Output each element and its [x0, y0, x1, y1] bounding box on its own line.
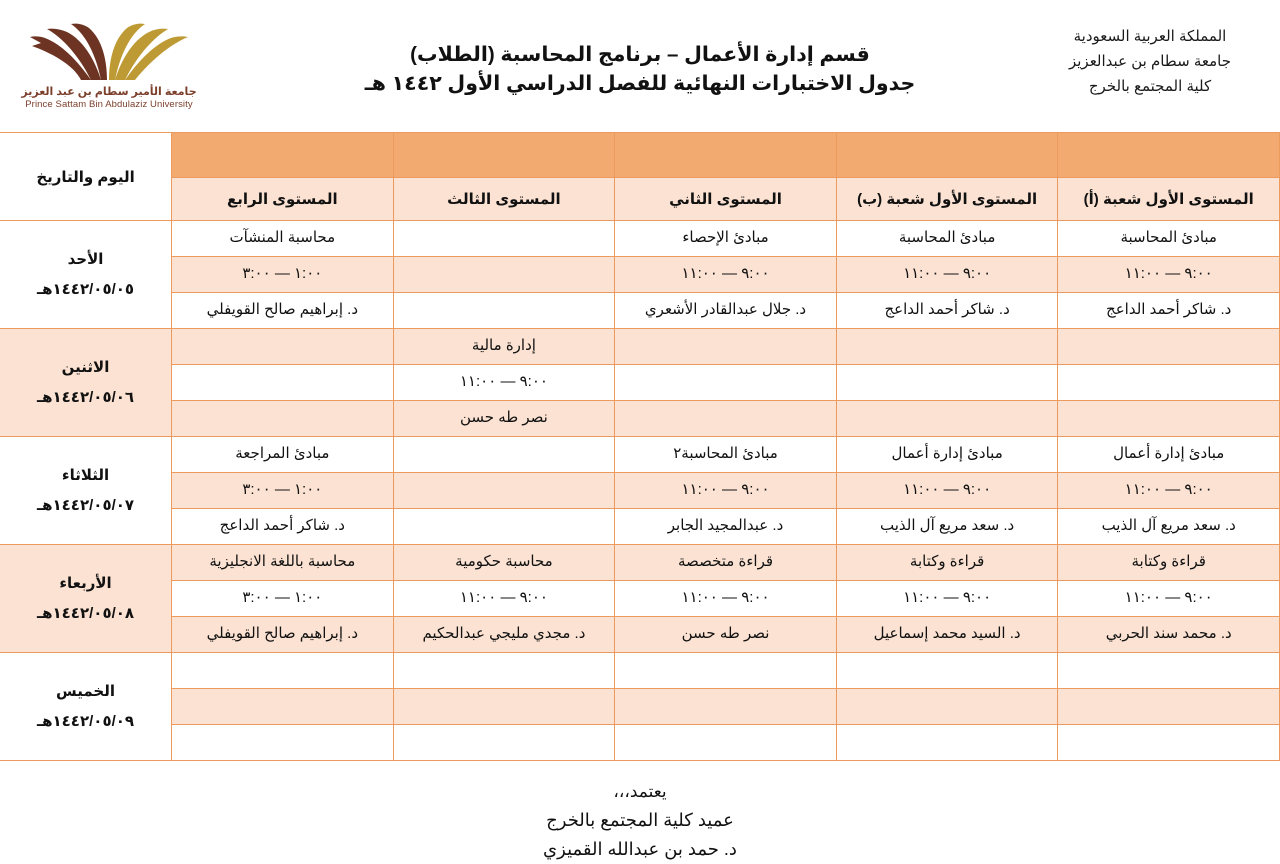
- course-cell: مبادئ المحاسبة: [1058, 221, 1280, 257]
- table-row: [0, 617, 1280, 653]
- band-cell: [615, 133, 837, 178]
- org-line-university: جامعة سطام بن عبدالعزيز: [1068, 53, 1232, 70]
- day-date: ١٤٤٢/٠٥/٠٧هـ: [36, 496, 135, 514]
- time-cell: ٩:٠٠ — ١١:٠٠: [1058, 581, 1280, 617]
- course-cell: [172, 329, 394, 365]
- instructor-cell: [393, 293, 615, 329]
- page-header: [0, 0, 1280, 132]
- time-cell: [172, 689, 394, 725]
- band-cell: [836, 133, 1058, 178]
- course-cell: محاسبة حكومية: [393, 545, 615, 581]
- time-cell: ٩:٠٠ — ١١:٠٠: [615, 257, 837, 293]
- instructor-cell: [393, 725, 615, 761]
- table-row: [0, 473, 1280, 509]
- footer-dean-title: عميد كلية المجتمع بالخرج: [546, 810, 734, 830]
- band-cell: [172, 133, 394, 178]
- day-name: الثلاثاء: [61, 466, 110, 484]
- time-cell: [836, 365, 1058, 401]
- course-cell: [393, 437, 615, 473]
- table-row: [0, 509, 1280, 545]
- table-row: [0, 689, 1280, 725]
- time-cell: ٩:٠٠ — ١١:٠٠: [836, 581, 1058, 617]
- time-cell: ٩:٠٠ — ١١:٠٠: [1058, 257, 1280, 293]
- level-header-row: [0, 178, 1280, 221]
- time-cell: [836, 689, 1058, 725]
- instructor-cell: د. سعد مريع آل الذيب: [836, 509, 1058, 545]
- day-name: الأربعاء: [59, 574, 112, 592]
- instructor-cell: د. جلال عبدالقادر الأشعري: [615, 293, 837, 329]
- course-cell: مبادئ الإحصاء: [615, 221, 837, 257]
- time-cell: ٩:٠٠ — ١١:٠٠: [836, 473, 1058, 509]
- time-cell: [393, 257, 615, 293]
- organization-block: [1040, 24, 1260, 99]
- table-row: [0, 725, 1280, 761]
- time-cell: ١:٠٠ — ٣:٠٠: [172, 473, 394, 509]
- instructor-cell: [1058, 725, 1280, 761]
- table-row: [0, 653, 1280, 689]
- course-cell: مبادئ إدارة أعمال: [836, 437, 1058, 473]
- time-cell: ٩:٠٠ — ١١:٠٠: [615, 581, 837, 617]
- band-cell: [1058, 133, 1280, 178]
- course-cell: محاسبة المنشآت: [172, 221, 394, 257]
- instructor-cell: د. شاكر أحمد الداعج: [172, 509, 394, 545]
- band-cell: [393, 133, 615, 178]
- instructor-cell: [836, 401, 1058, 437]
- instructor-cell: د. إبراهيم صالح القويفلي: [172, 293, 394, 329]
- day-date-cell: [0, 653, 172, 761]
- footer-dean-name: د. حمد بن عبدالله القميزي: [543, 839, 737, 859]
- day-name: الأحد: [67, 250, 104, 268]
- time-cell: [393, 689, 615, 725]
- logo-name-en: Prince Sattam Bin Abdulaziz University: [25, 99, 193, 110]
- day-date: ١٤٤٢/٠٥/٠٨هـ: [36, 604, 135, 622]
- course-cell: محاسبة باللغة الانجليزية: [172, 545, 394, 581]
- day-name: الخميس: [56, 682, 116, 700]
- course-cell: قراءة وكتابة: [1058, 545, 1280, 581]
- exam-schedule-table: [0, 132, 1280, 761]
- course-cell: [615, 653, 837, 689]
- level-column-header: المستوى الأول شعبة (أ): [1058, 178, 1280, 221]
- time-cell: [172, 365, 394, 401]
- instructor-cell: د. عبدالمجيد الجابر: [615, 509, 837, 545]
- table-row: [0, 257, 1280, 293]
- day-date: ١٤٤٢/٠٥/٠٥هـ: [36, 280, 135, 298]
- instructor-cell: د. مجدي مليجي عبدالحكيم: [393, 617, 615, 653]
- instructor-cell: [836, 725, 1058, 761]
- instructor-cell: نصر طه حسن: [615, 617, 837, 653]
- table-row: [0, 581, 1280, 617]
- table-row: [0, 293, 1280, 329]
- time-cell: ٩:٠٠ — ١١:٠٠: [393, 365, 615, 401]
- time-cell: ١:٠٠ — ٣:٠٠: [172, 257, 394, 293]
- course-cell: قراءة متخصصة: [615, 545, 837, 581]
- course-cell: مبادئ المحاسبة٢: [615, 437, 837, 473]
- table-band-row: [0, 133, 1280, 178]
- title-line-2: جدول الاختبارات النهائية للفصل الدراسي الأول ١٤٤٢ هـ: [364, 72, 916, 95]
- level-column-header: المستوى الثاني: [615, 178, 837, 221]
- day-date-cell: [0, 221, 172, 329]
- course-cell: مبادئ المراجعة: [172, 437, 394, 473]
- day-date: ١٤٤٢/٠٥/٠٦هـ: [36, 388, 135, 406]
- instructor-cell: د. إبراهيم صالح القويفلي: [172, 617, 394, 653]
- logo-name-ar: جامعة الأمير سطام بن عبد العزيز: [21, 86, 197, 98]
- time-cell: [1058, 689, 1280, 725]
- time-cell: ٩:٠٠ — ١١:٠٠: [836, 257, 1058, 293]
- footer-approval-word: يعتمد،،،: [613, 782, 667, 801]
- course-cell: مبادئ إدارة أعمال: [1058, 437, 1280, 473]
- course-cell: [1058, 653, 1280, 689]
- time-cell: [615, 365, 837, 401]
- course-cell: قراءة وكتابة: [836, 545, 1058, 581]
- table-row: [0, 329, 1280, 365]
- course-cell: مبادئ المحاسبة: [836, 221, 1058, 257]
- day-date-cell: [0, 437, 172, 545]
- table-row: [0, 437, 1280, 473]
- level-column-header: المستوى الأول شعبة (ب): [836, 178, 1058, 221]
- course-cell: [615, 329, 837, 365]
- level-column-header: المستوى الرابع: [172, 178, 394, 221]
- course-cell: [1058, 329, 1280, 365]
- document-title: [330, 40, 950, 98]
- instructor-cell: د. السيد محمد إسماعيل: [836, 617, 1058, 653]
- instructor-cell: [615, 401, 837, 437]
- table-row: [0, 401, 1280, 437]
- org-line-country: المملكة العربية السعودية: [1073, 28, 1227, 45]
- time-cell: [393, 473, 615, 509]
- approval-footer: [0, 777, 1280, 864]
- instructor-cell: [172, 401, 394, 437]
- instructor-cell: [393, 509, 615, 545]
- day-date-cell: [0, 329, 172, 437]
- university-logo: [18, 22, 200, 110]
- day-name: الاثنين: [61, 358, 110, 376]
- instructor-cell: [1058, 401, 1280, 437]
- time-cell: [615, 689, 837, 725]
- table-row: [0, 545, 1280, 581]
- instructor-cell: د. شاكر أحمد الداعج: [836, 293, 1058, 329]
- instructor-cell: د. شاكر أحمد الداعج: [1058, 293, 1280, 329]
- table-row: [0, 365, 1280, 401]
- instructor-cell: د. سعد مريع آل الذيب: [1058, 509, 1280, 545]
- day-date-cell: [0, 545, 172, 653]
- course-cell: [393, 221, 615, 257]
- org-line-college: كلية المجتمع بالخرج: [1088, 78, 1212, 95]
- time-cell: ٩:٠٠ — ١١:٠٠: [615, 473, 837, 509]
- open-book-logo-icon: [29, 22, 189, 84]
- table-row: [0, 221, 1280, 257]
- course-cell: إدارة مالية: [393, 329, 615, 365]
- course-cell: [836, 329, 1058, 365]
- day-column-header: اليوم والتاريخ: [0, 133, 172, 221]
- course-cell: [393, 653, 615, 689]
- time-cell: ١:٠٠ — ٣:٠٠: [172, 581, 394, 617]
- instructor-cell: د. محمد سند الحربي: [1058, 617, 1280, 653]
- time-cell: ٩:٠٠ — ١١:٠٠: [1058, 473, 1280, 509]
- time-cell: [1058, 365, 1280, 401]
- instructor-cell: [615, 725, 837, 761]
- day-date: ١٤٤٢/٠٥/٠٩هـ: [36, 712, 135, 730]
- title-line-1: قسم إدارة الأعمال – برنامج المحاسبة (الطلاب): [410, 43, 870, 66]
- course-cell: [836, 653, 1058, 689]
- course-cell: [172, 653, 394, 689]
- time-cell: ٩:٠٠ — ١١:٠٠: [393, 581, 615, 617]
- instructor-cell: نصر طه حسن: [393, 401, 615, 437]
- instructor-cell: [172, 725, 394, 761]
- level-column-header: المستوى الثالث: [393, 178, 615, 221]
